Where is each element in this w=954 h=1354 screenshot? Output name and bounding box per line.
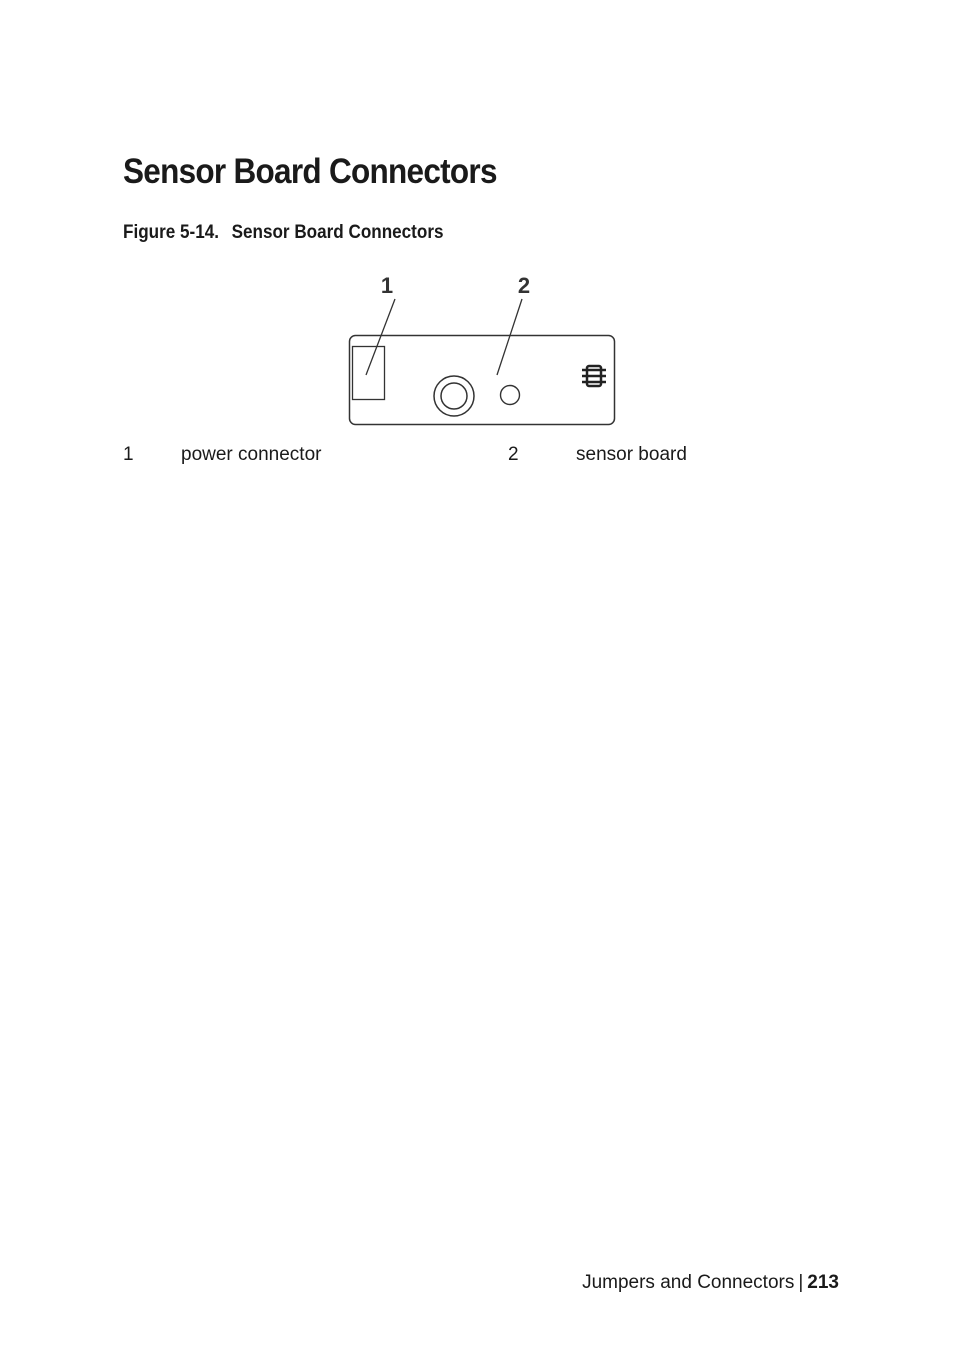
legend-label-2: sensor board (576, 444, 687, 465)
sensor-board-figure (340, 268, 625, 433)
page-footer (582, 1272, 839, 1294)
sensor-element (501, 386, 520, 405)
page-title: Sensor Board Connectors (123, 152, 497, 191)
footer-separator: | (798, 1272, 804, 1293)
callout-2-leader-line (497, 299, 522, 375)
legend-label-1: power connector (181, 444, 322, 465)
callout-1-leader-line (366, 299, 395, 375)
ic-chip-icon (582, 366, 606, 386)
sensor-board-diagram (340, 268, 625, 433)
power-connector-shape (353, 347, 385, 400)
footer-section-title: Jumpers and Connectors (582, 1272, 795, 1293)
large-round-component-inner (441, 383, 467, 409)
legend-number-2: 2 (508, 444, 519, 465)
page-number: 213 (807, 1272, 839, 1293)
figure-number: Figure 5-14. (123, 222, 219, 243)
figure-title: Sensor Board Connectors (231, 222, 444, 243)
callout-2-label: 2 (517, 273, 531, 298)
callout-1-label: 1 (380, 273, 394, 298)
legend-number-1: 1 (123, 444, 134, 465)
sensor-board-outline (350, 336, 615, 425)
large-round-component (434, 376, 474, 416)
figure-caption (123, 222, 443, 244)
